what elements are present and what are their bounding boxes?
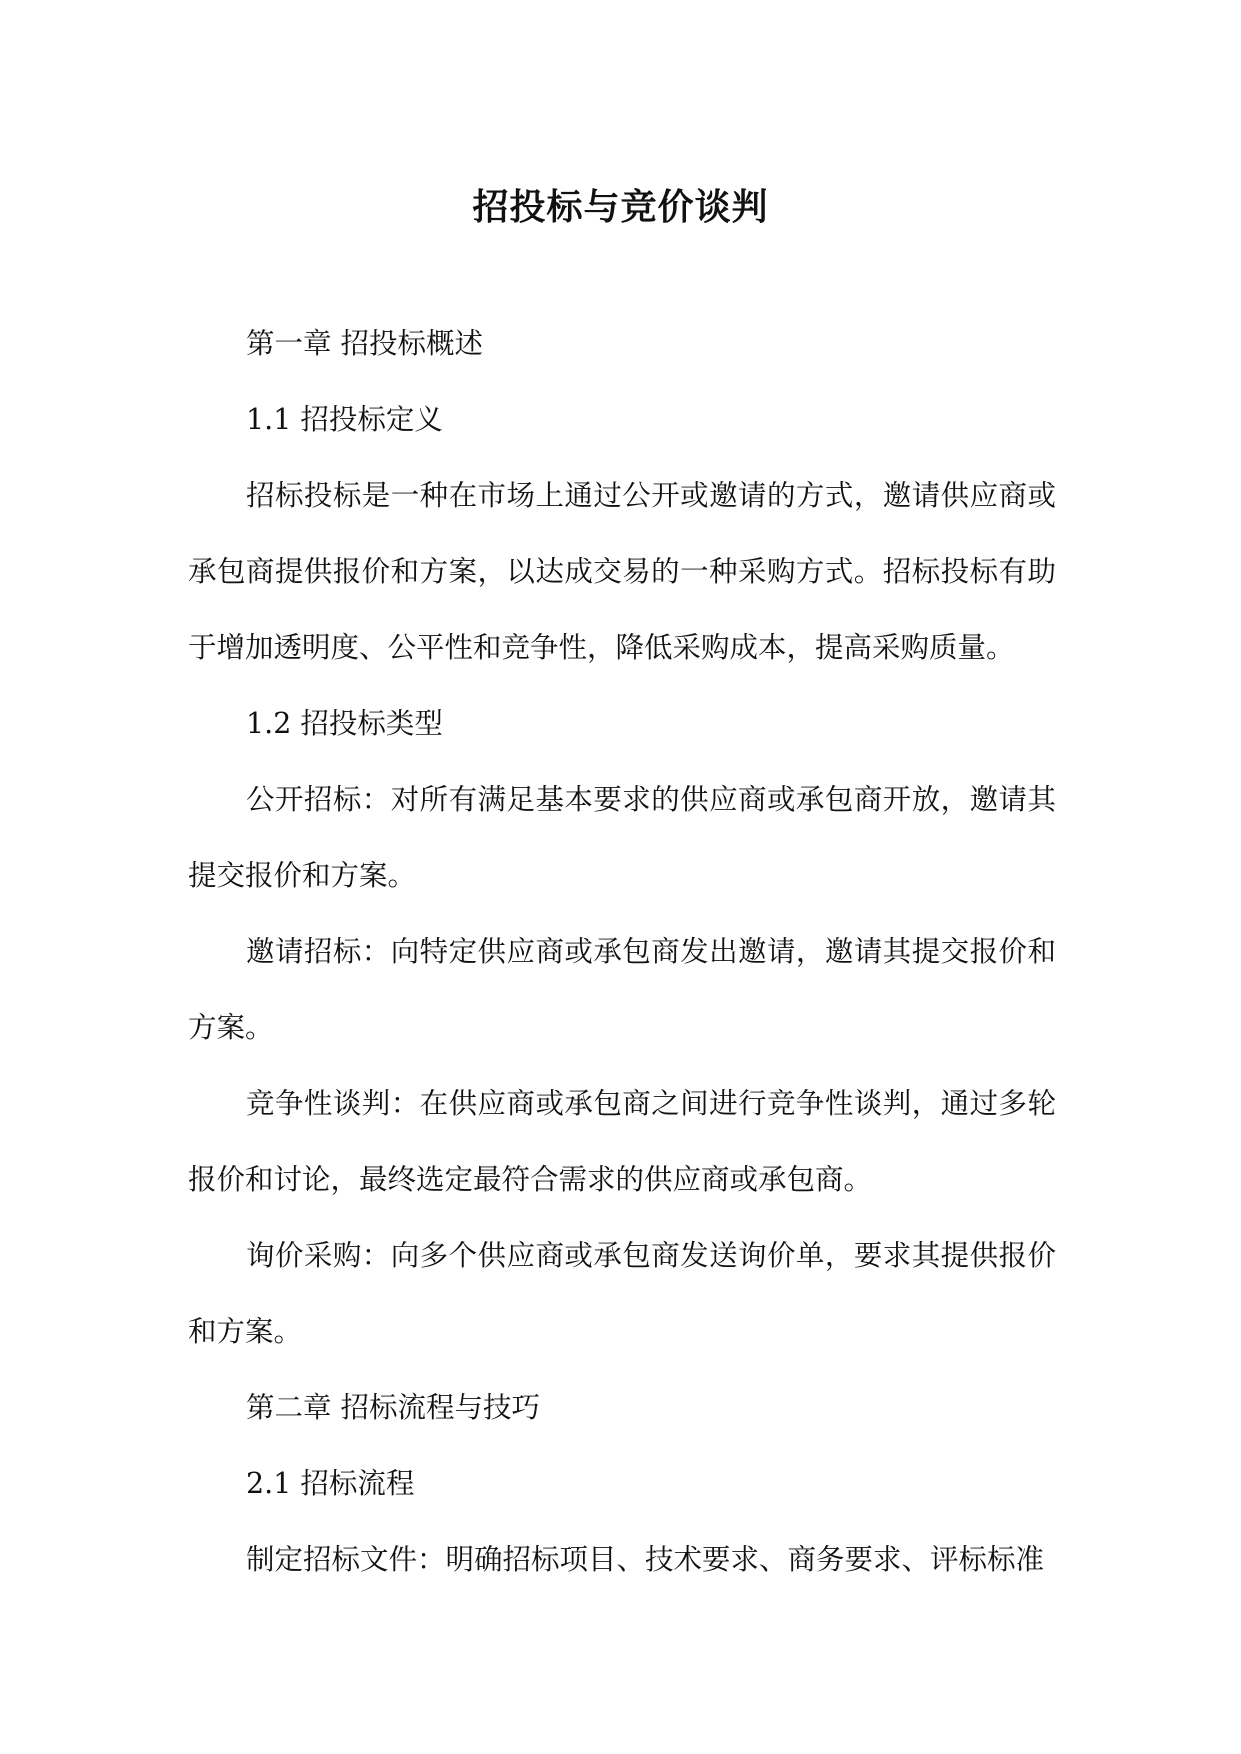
paragraph-tender-documents: 制定招标文件：明确招标项目、技术要求、商务要求、评标标准 — [246, 1543, 1045, 1576]
document-title: 招投标与竞价谈判 — [472, 186, 769, 228]
section-2-1-heading: 2.1 招标流程 — [246, 1467, 415, 1500]
paragraph-definition: 招标投标是一种在市场上通过公开或邀请的方式，邀请供应商或承包商提供报价和方案，以达成交易的一种采购方式。招标投标有助于增加透明度、公平性和竞争性，降低采购成本，提高采购质量。 — [188, 479, 1056, 664]
paragraph-open-tender: 公开招标：对所有满足基本要求的供应商或承包商开放，邀请其提交报价和方案。 — [188, 783, 1056, 892]
section-1-2-heading: 1.2 招投标类型 — [246, 707, 443, 740]
chapter-2-heading: 第二章 招标流程与技巧 — [246, 1391, 541, 1424]
paragraph-competitive-negotiation: 竞争性谈判：在供应商或承包商之间进行竞争性谈判，通过多轮报价和讨论，最终选定最符合需求的供应商或承包商。 — [188, 1087, 1056, 1196]
section-1-1-heading: 1.1 招投标定义 — [246, 403, 443, 436]
document-body — [188, 306, 1056, 1598]
paragraph-inquiry-procurement: 询价采购：向多个供应商或承包商发送询价单，要求其提供报价和方案。 — [188, 1239, 1056, 1348]
paragraph-invited-tender: 邀请招标：向特定供应商或承包商发出邀请，邀请其提交报价和方案。 — [188, 935, 1056, 1044]
chapter-1-heading: 第一章 招投标概述 — [246, 327, 484, 360]
